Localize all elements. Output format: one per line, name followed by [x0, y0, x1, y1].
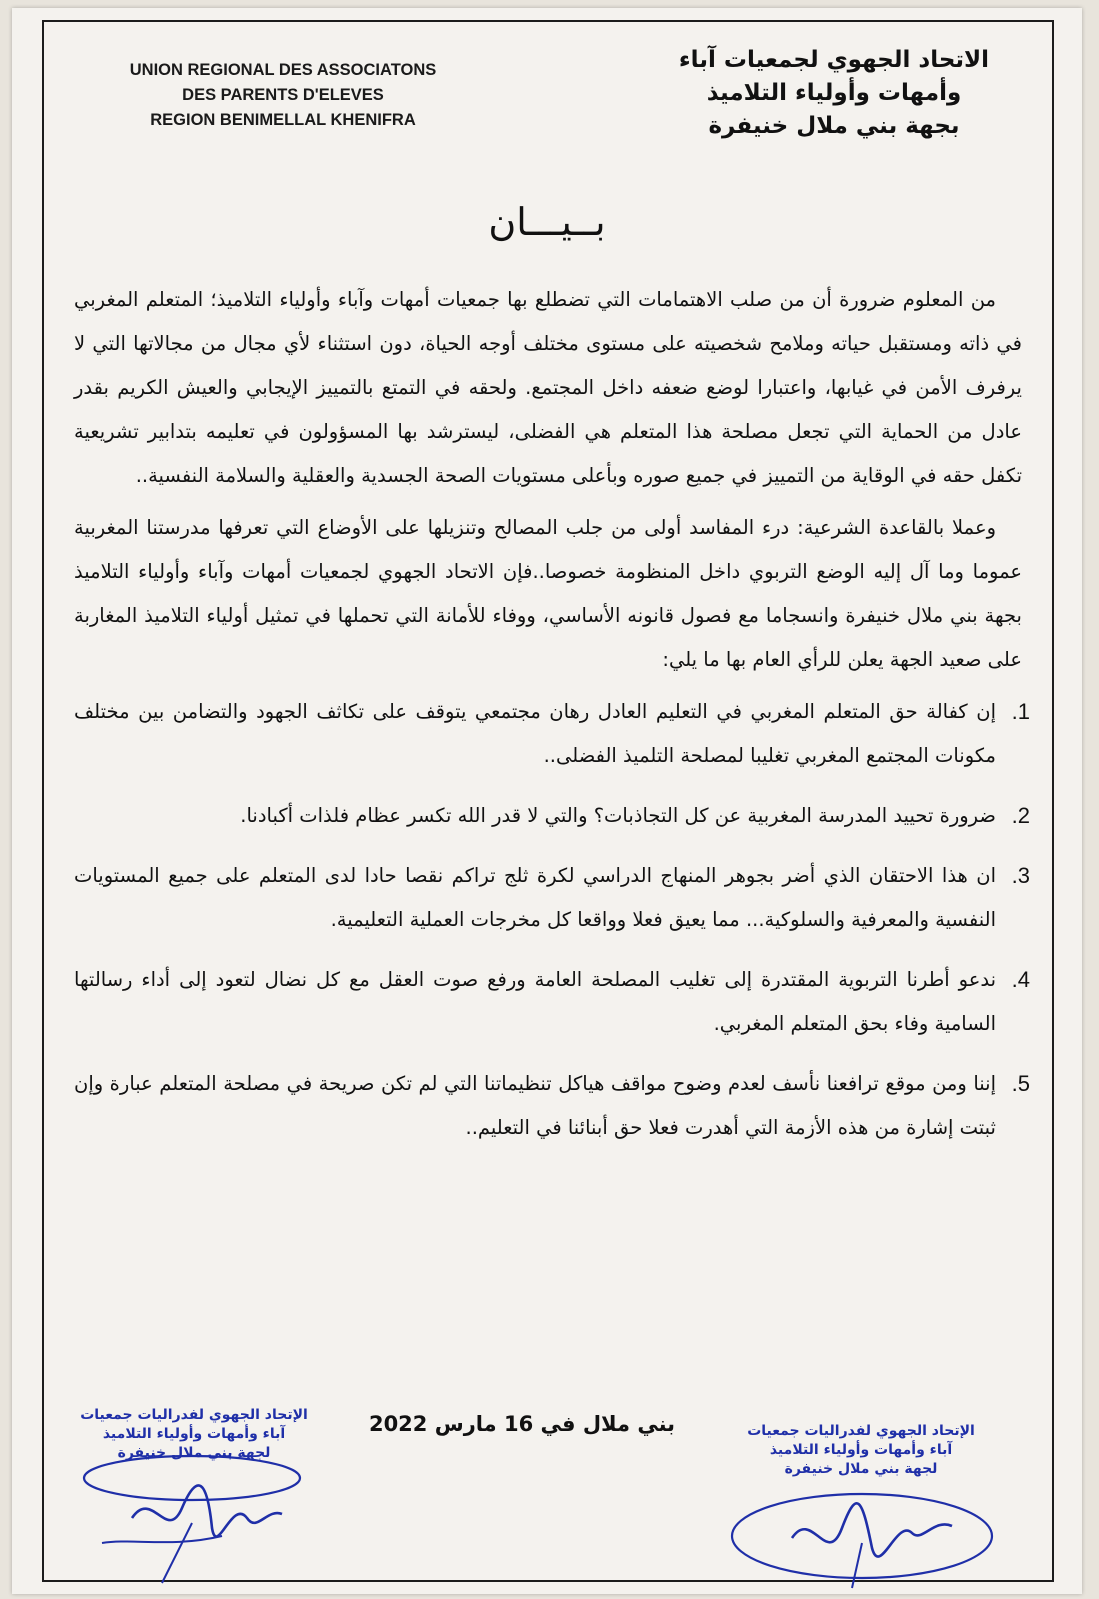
arabic-header-line-1: الاتحاد الجهوي لجمعيات آباء	[678, 47, 990, 73]
list-number: 2.	[1011, 803, 1030, 828]
paragraph-intro: من المعلوم ضرورة أن من صلب الاهتمامات التي تضطلع بها جمعيات أمهات وآباء وأولياء التلاميذ؛ المتعلم المغربي في ذاته ومستقبل حياته وملامح شخصيته على مستوى مختلف أوجه الحياة، دون استثناء لأي مجال من مجالاتها التي لا يرفرف الأمن في غيابها، واعتبارا لوضع ضعفه داخل المجتمع. ولحقه في التمتع بالتمييز الإيجابي والعيش الكريم بقدر عادل من الحماية التي تجعل مصلحة هذا المتعلم هي الفضلى، ليسترشد بها المسؤولون في تعليمه بتدابير تشريعية تكفل حقه في الوقاية من التمييز في جميع صوره وبأعلى مستويات الصحة الجسدية والعقلية والسلامة النفسية..	[74, 288, 1022, 487]
stamp-right-line-2: آباء وأمهات وأولياء التلاميذ	[769, 1442, 953, 1458]
list-number: 1.	[1011, 699, 1030, 724]
arabic-header-line-2: وأمهات وأولياء التلاميذ	[706, 80, 962, 106]
list-number: 3.	[1011, 863, 1030, 888]
list-item-text: ندعو أطرنا التربوية المقتدرة إلى تغليب المصلحة العامة ورفع صوت العقل مع كل نضال لتعود إلى أداء رسالتها السامية وفاء بحق المتعلم المغربي.	[74, 968, 996, 1035]
stamp-left-line-1: الإتحاد الجهوي لفدراليات جمعيات	[80, 1407, 308, 1423]
list-item-text: ان هذا الاحتقان الذي أضر بجوهر المنهاج الدراسي لكرة ثلج تراكم نقصا حادا لدى المتعلم على جميع المستويات النفسية والمعرفية والسلوكية... مما يعيق فعلا وواقعا كل مخرجات العملية التعليمية.	[74, 864, 996, 931]
list-item	[74, 958, 1030, 1046]
document-page	[12, 8, 1082, 1594]
arabic-header-line-3: بجهة بني ملال خنيفرة	[708, 113, 960, 139]
stamp-right-line-3: لجهة بني ملال خنيفرة	[784, 1461, 938, 1477]
french-header-line-1: UNION REGIONAL DES ASSOCIATONS	[129, 61, 437, 79]
list-item-text: إننا ومن موقع ترافعنا نأسف لعدم وضوح مواقف هياكل تنظيماتنا التي لم تكن صريحة في مصلحة المتعلم عبارة وإن ثبتت إشارة من هذه الأزمة التي أهدرت فعلا حق أبنائنا في التعليم..	[74, 1072, 996, 1139]
list-item	[74, 690, 1030, 778]
french-header	[98, 58, 468, 133]
document-title: بــيـــان	[488, 200, 606, 244]
signature-left	[72, 1448, 332, 1588]
statement-body	[74, 278, 1030, 1166]
list-item-text: ضرورة تحييد المدرسة المغربية عن كل التجاذبات؟ والتي لا قدر الله تكسر عظام فلذات أكبادنا.	[240, 804, 996, 827]
french-header-line-3: REGION BENIMELLAL KHENIFRA	[150, 111, 416, 129]
stamp-left-line-2: آباء وأمهات وأولياء التلاميذ	[102, 1426, 286, 1442]
list-item	[74, 854, 1030, 942]
signature-right	[712, 1458, 1012, 1594]
stamp-right-line-1: الإتحاد الجهوي لفدراليات جمعيات	[747, 1423, 975, 1439]
list-item	[74, 1062, 1030, 1150]
stamp-left-line-3: لجهة بني ملال خنيفرة	[117, 1445, 271, 1461]
list-number: 4.	[1011, 967, 1030, 992]
list-item-text: إن كفالة حق المتعلم المغربي في التعليم العادل رهان مجتمعي يتوقف على تكاثف الجهود والتضامن بين مختلف مكونات المجتمع المغربي تغليبا لمصلحة التلميذ الفضلى..	[74, 700, 996, 767]
list-number: 5.	[1011, 1071, 1030, 1096]
french-header-line-2: DES PARENTS D'ELEVES	[182, 86, 384, 104]
date-line: بني ملال في 16 مارس 2022	[368, 1412, 676, 1436]
declaration-list	[74, 690, 1030, 1150]
arabic-header	[654, 44, 1014, 143]
list-item	[74, 794, 1030, 838]
paragraph-declaration: وعملا بالقاعدة الشرعية: درء المفاسد أولى من جلب المصالح وتنزيلها على الأوضاع التي تعرفها مدرستنا المغربية عموما وما آل إليه الوضع التربوي داخل المنظومة خصوصا..فإن الاتحاد الجهوي لجمعيات أمهات وآباء وأولياء التلاميذ بجهة بني ملال خنيفرة وانسجاما مع فصول قانونه الأساسي، ووفاء للأمانة التي تحملها في تمثيل أولياء التلاميذ المغاربة على صعيد الجهة يعلن للرأي العام بها ما يلي:	[74, 516, 1022, 671]
